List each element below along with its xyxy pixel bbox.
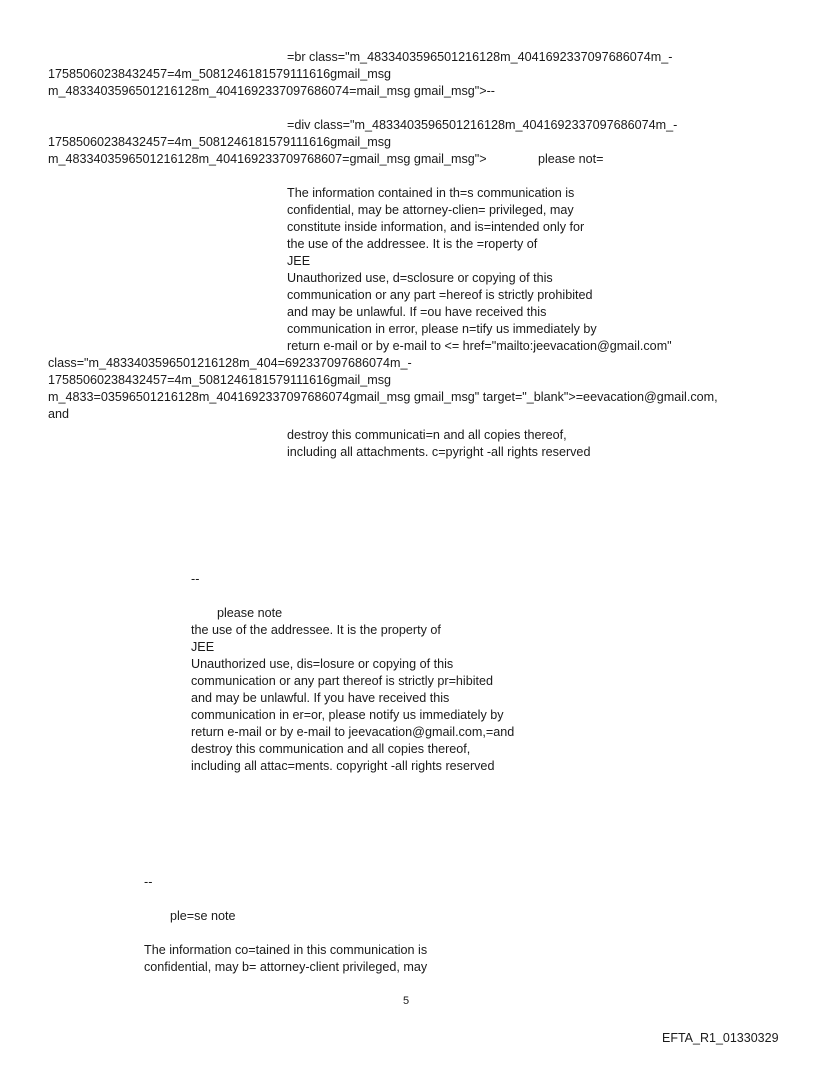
html-fragment-line: 17585060238432457=4m_5081246181579111616gmail_msg bbox=[48, 67, 392, 81]
please-note-label: please not= bbox=[538, 152, 604, 166]
notice-line: and may be unlawful. If =ou have received this bbox=[287, 305, 547, 319]
notice-line: confidential, may b= attorney-client privileged, may bbox=[144, 960, 428, 974]
html-fragment-line: m_4833403596501216128m_404169233709768607=gmail_msg gmail_msg"> bbox=[48, 152, 487, 166]
page-number: 5 bbox=[403, 995, 410, 1007]
notice-line: return e-mail or by e-mail to jeevacation@gmail.com,=and bbox=[191, 725, 515, 739]
notice-line: including all attachments. c=pyright -all rights reserved bbox=[287, 445, 591, 459]
signature-separator: -- bbox=[191, 572, 200, 586]
html-fragment-line: m_4833=03596501216128m_4041692337097686074gmail_msg gmail_msg" target="_blank">=eevacation@gmail.com, bbox=[48, 390, 718, 404]
document-id: EFTA_R1_01330329 bbox=[662, 1031, 779, 1045]
html-fragment-line: =br class="m_4833403596501216128m_4041692337097686074m_- bbox=[287, 50, 673, 64]
notice-line: constitute inside information, and is=intended only for bbox=[287, 220, 585, 234]
html-fragment-line: class="m_4833403596501216128m_404=692337097686074m_- bbox=[48, 356, 412, 370]
notice-line: and may be unlawful. If you have received this bbox=[191, 691, 450, 705]
notice-line: JEE bbox=[191, 640, 215, 654]
html-fragment-line: =div class="m_4833403596501216128m_4041692337097686074m_- bbox=[287, 118, 678, 132]
notice-line: communication or any part thereof is strictly pr=hibited bbox=[191, 674, 494, 688]
notice-line: The information contained in th=s communication is bbox=[287, 186, 575, 200]
notice-line: Unauthorized use, d=sclosure or copying of this bbox=[287, 271, 553, 285]
notice-line: the use of the addressee. It is the =roperty of bbox=[287, 237, 538, 251]
notice-line: destroy this communicati=n and all copies thereof, bbox=[287, 428, 567, 442]
html-fragment-line: and bbox=[48, 407, 70, 421]
notice-line: destroy this communication and all copies thereof, bbox=[191, 742, 471, 756]
html-fragment-line: m_4833403596501216128m_4041692337097686074=mail_msg gmail_msg">-- bbox=[48, 84, 495, 98]
please-note-label: please note bbox=[217, 606, 283, 620]
notice-line: communication in error, please n=tify us immediately by bbox=[287, 322, 597, 336]
notice-line: The information co=tained in this communication is bbox=[144, 943, 428, 957]
notice-line: the use of the addressee. It is the property of bbox=[191, 623, 441, 637]
notice-line: communication in er=or, please notify us immediately by bbox=[191, 708, 504, 722]
notice-line: Unauthorized use, dis=losure or copying of this bbox=[191, 657, 454, 671]
html-fragment-line: 17585060238432457=4m_5081246181579111616gmail_msg bbox=[48, 373, 392, 387]
notice-line: JEE bbox=[287, 254, 311, 268]
notice-line: including all attac=ments. copyright -all rights reserved bbox=[191, 759, 495, 773]
html-fragment-line: 17585060238432457=4m_5081246181579111616gmail_msg bbox=[48, 135, 392, 149]
please-note-label: ple=se note bbox=[170, 909, 236, 923]
notice-line: return e-mail or by e-mail to <= href="mailto:jeevacation@gmail.com" bbox=[287, 339, 672, 353]
signature-separator: -- bbox=[144, 875, 153, 889]
notice-line: confidential, may be attorney-clien= privileged, may bbox=[287, 203, 574, 217]
notice-line: communication or any part =hereof is strictly prohibited bbox=[287, 288, 593, 302]
